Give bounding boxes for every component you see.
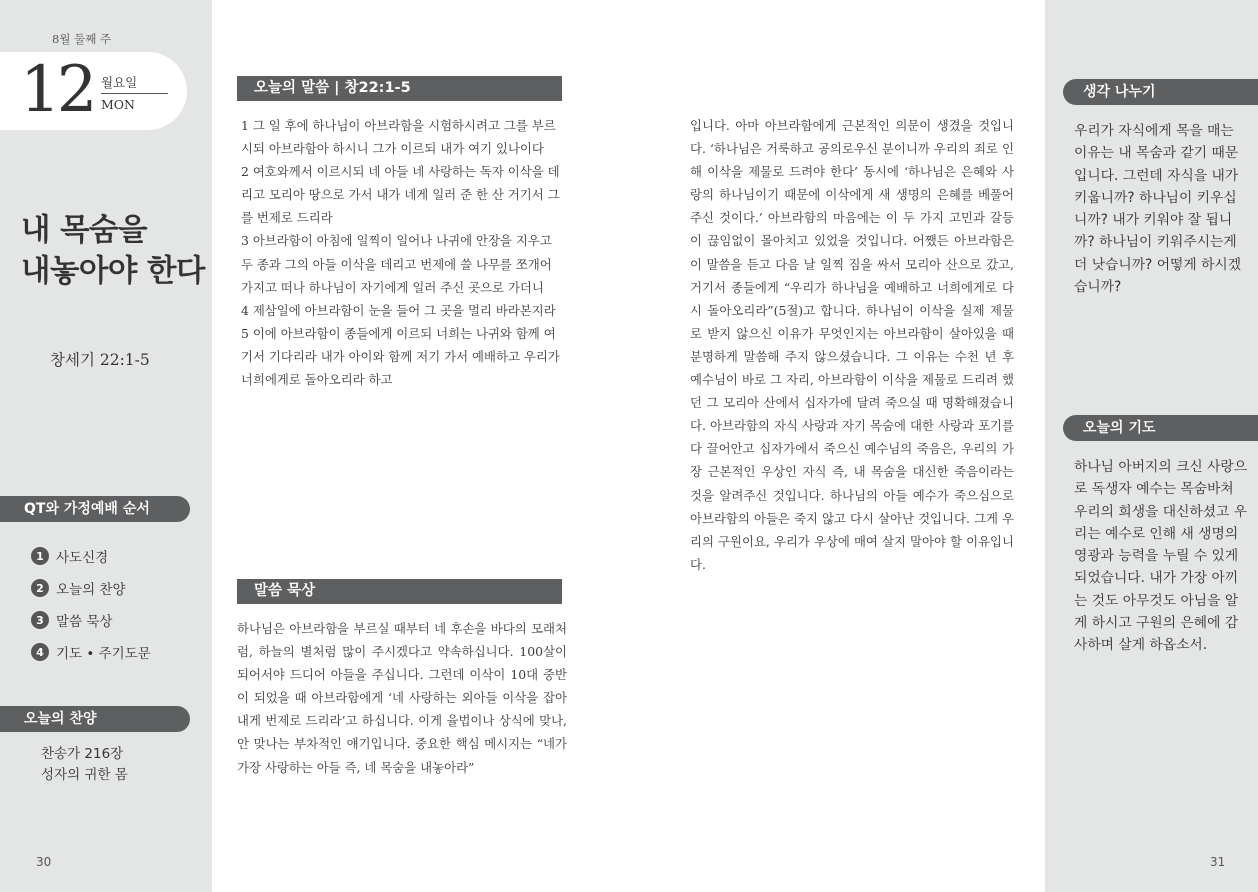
order-item-label: 사도신경 <box>56 550 109 566</box>
number-badge: 2 <box>31 579 49 597</box>
date-weekday-en: MON <box>101 97 135 112</box>
page-number-right: 31 <box>1210 855 1226 869</box>
scripture-passage <box>241 114 565 391</box>
order-list <box>31 540 151 668</box>
list-item <box>31 604 151 636</box>
verse-4: 4 제삼일에 아브라함이 눈을 들어 그 곳을 멀리 바라본지라 <box>241 302 556 318</box>
verse-3: 3 아브라함이 아침에 일찍이 일어나 나귀에 안장을 지우고 두 종과 그의 아들 이삭을 데리고 번제에 쓸 나무를 쪼개어 가지고 떠나 하나님이 자기에게 일러 주신 곳으로 가더니 <box>241 233 552 295</box>
prayer-body: 하나님 아버지의 크신 사랑으로 독생자 예수는 목숨바쳐 우리의 희생을 대신하셨고 우리는 예수로 인해 새 생명의 영광과 능력을 누릴 수 있게 되었습니다. 내가 가장 아끼는 것도 아무것도 아님을 알게 하시고 구원의 은혜에 감사하며 살게 하옵소서. <box>1074 459 1248 654</box>
order-item-label: 기도 • 주기도문 <box>56 646 151 662</box>
date-day: 12 <box>20 53 94 127</box>
list-item <box>31 540 151 572</box>
hymn-number: 찬송가 216장 <box>41 746 124 762</box>
share-section-header: 생각 나누기 <box>1063 79 1258 105</box>
meditation-header: 말씀 묵상 <box>237 579 562 604</box>
scripture-reference: 창세기 22:1-5 <box>50 351 150 369</box>
hymn-title: 성자의 귀한 몸 <box>41 767 128 783</box>
verse-5: 5 이에 아브라함이 종들에게 이르되 너희는 나귀와 함께 여기서 기다리라 내가 아이와 함께 저기 가서 예배하고 우리가 너희에게로 돌아오리라 하고 <box>241 325 560 388</box>
order-item-label: 오늘의 찬양 <box>56 582 126 598</box>
date-weekday-ko: 월요일 <box>101 75 138 90</box>
meditation-body: 하나님은 아브라함을 부르실 때부터 네 후손을 바다의 모래처럼, 하늘의 별처럼 많이 주시겠다고 약속하십니다. 100살이 되어서야 드디어 아들을 주십니다. 그런데 이삭이 10대 중반이 되었을 때 아브라함에게 ‘네 사랑하는 외아들 이삭을 잡아 내게 번제로 드리라’고 하십니다. 이게 율법이나 상식에 맞나, 안 맞나는 부차적인 얘기입니다. 중요한 핵심 메시지는 “네가 가장 사랑하는 아들 즉, 네 목숨을 내놓아라” <box>237 621 567 775</box>
prayer-section-header: 오늘의 기도 <box>1063 415 1258 441</box>
week-label: 8월 둘째 주 <box>52 32 112 46</box>
order-item-label: 말씀 묵상 <box>56 614 113 630</box>
date-divider <box>101 93 168 94</box>
hymn-section-header: 오늘의 찬양 <box>0 706 190 732</box>
number-badge: 1 <box>31 547 49 565</box>
hymn-info <box>41 744 128 786</box>
number-badge: 3 <box>31 611 49 629</box>
share-questions: 우리가 자식에게 목을 매는 이유는 내 목숨과 같기 때문입니다. 그런데 자식을 내가 키웁니까? 하나님이 키우십니까? 내가 키워야 잘 됩니까? 하나님이 키워주시는게 더 낫습니까? 어떻게 하시겠습니까? <box>1074 123 1242 296</box>
page-title <box>21 210 211 292</box>
verse-2: 2 여호와께서 이르시되 네 아들 네 사랑하는 독자 이삭을 데리고 모리아 땅으로 가서 내가 네게 일러 준 한 산 거기서 그를 번제로 드리라 <box>241 164 560 226</box>
list-item <box>31 636 151 668</box>
title-line-2: 내놓아야 한다 <box>21 254 205 289</box>
today-word-header: 오늘의 말씀 | 창22:1-5 <box>237 76 562 101</box>
page-number-left: 30 <box>36 855 52 869</box>
meditation-body-continued: 입니다. 아마 아브라함에게 근본적인 의문이 생겼을 것입니다. ‘하나님은 거룩하고 공의로우신 분이니까 우리의 죄로 인해 이삭을 제물로 드려야 한다’ 동시에 ‘하나님은 은혜와 사랑의 하나님이기 때문에 이삭에게 새 생명의 은혜를 베풀어주신 것이다.’ 아브라함의 마음에는 이 두 가지 고민과 갈등이 끊임없이 몰아치고 있었을 것입니다. 어쨌든 아브라함은 이 말씀을 듣고 다음 날 일찍 짐을 싸서 모리아 산으로 갔고, 거기서 종들에게 “우리가 하나님을 예배하고 너희에게로 다시 돌아오리라”(5절)고 합니다. 하나님이 이삭을 실제 제물로 받지 않으신 이유가 무엇인지는 아브라함이 살아있을 때 분명하게 말씀해 주지 않으셨습니다. 그 이유는 수천 년 후 예수님이 바로 그 자리, 아브라함이 이삭을 제물로 드리려 했던 그 모리아 산에서 십자가에 달려 죽으실 때 명확해졌습니다. 아브라함의 자식 사랑과 자기 목숨에 대한 사랑과 포기를 다 끌어안고 십자가에서 죽으신 예수님의 죽음은, 우리의 가장 근본적인 우상인 자식 즉, 내 목숨을 대신한 죽음이라는 것을 알려주신 것입니다. 하나님의 아들 예수가 죽으심으로 아브라함의 아들은 죽지 않고 다시 살아난 것입니다. 그게 우리의 구원이요, 우리가 우상에 매여 살지 말아야 할 이유입니다. <box>690 118 1014 572</box>
order-section-header: QT와 가정예배 순서 <box>0 496 190 522</box>
verse-1: 1 그 일 후에 하나님이 아브라함을 시험하시려고 그를 부르시되 아브라함아 하시니 그가 이르되 내가 여기 있나이다 <box>241 118 556 157</box>
number-badge: 4 <box>31 643 49 661</box>
list-item <box>31 572 151 604</box>
title-line-1: 내 목숨을 <box>21 213 147 248</box>
